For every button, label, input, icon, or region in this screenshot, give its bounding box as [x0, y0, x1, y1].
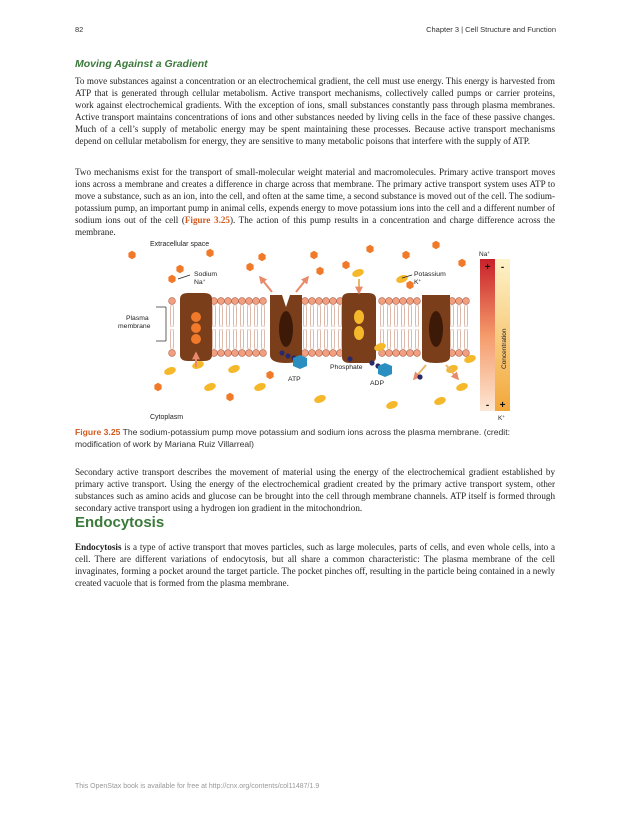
extracellular-label: Extracellular space: [150, 241, 210, 248]
figure-caption-text: The sodium-potassium pump move potassium and sodium ions across the plasma membrane. (credit: modification of work by Mariana Ruiz Villarreal): [75, 427, 510, 449]
sodium-potassium-pump-figure: [110, 237, 520, 425]
lipid-tail: [338, 305, 342, 327]
lipid-tail: [408, 329, 412, 349]
lipid-head: [407, 298, 414, 305]
lipid-tail: [303, 305, 307, 327]
pump-protein-3: [342, 293, 376, 363]
lipid-tail: [317, 329, 321, 349]
lipid-head: [400, 298, 407, 305]
endocytosis-text: is a type of active transport that moves particles, such as large molecules, parts of cells, and even whole cells, into a cell. There are different variations of endocytosis, but all share a common characteristic: The plasma membrane of the cell invaginates, forming a pocket around the target particle. The pocket pinches off, resulting in the particle being contained in a newly created vacuole that is formed from the plasma membrane.: [75, 542, 555, 589]
lipid-head: [232, 298, 239, 305]
lipid-tail: [450, 305, 454, 327]
sodium-ion: [406, 281, 413, 289]
figure-caption: [75, 427, 555, 450]
lipid-head: [463, 298, 470, 305]
sodium-ion: [458, 259, 465, 267]
negative-top-sign: -: [500, 262, 505, 273]
lipid-head: [379, 298, 386, 305]
lipid-tail: [401, 329, 405, 349]
lipid-tail: [415, 329, 419, 349]
potassium-ion: [203, 382, 217, 393]
adp-molecule: [369, 360, 422, 379]
lipid-head: [260, 298, 267, 305]
lipid-tail: [464, 329, 468, 349]
lipid-head: [456, 298, 463, 305]
lipid-head: [260, 350, 267, 357]
potassium-ion: [433, 396, 447, 407]
sodium-exit-arrow-left: [260, 277, 272, 292]
sodium-symbol: Na+: [194, 278, 206, 286]
lipid-head: [316, 350, 323, 357]
potassium-ion: [253, 382, 267, 393]
lipid-tail: [331, 329, 335, 349]
atp-label: ATP: [288, 376, 301, 383]
lipid-head: [218, 298, 225, 305]
paragraph-2-text-a: Two mechanisms exist for the transport of small-molecular weight material and macromolecules. Primary active transport moves ions across a membrane and creates a difference in charge across that membrane. The primary active transport system uses ATP to move a substance, such as an ion, into the cell, and often at the same time, a second substance is moved out of the cell. The sodium-potassium pump, an important pump in animal cells, expends energy to move potassium ions into the cell and a different number of sodium ions out of the cell (: [75, 167, 555, 226]
lipid-tail: [331, 305, 335, 327]
potassium-ion: [351, 268, 365, 279]
sodium-ion: [168, 275, 175, 283]
lipid-tail: [415, 305, 419, 327]
lipid-tail: [450, 329, 454, 349]
lipid-tail: [254, 329, 258, 349]
sodium-ion: [402, 251, 409, 259]
potassium-ion: [313, 394, 327, 405]
potassium-ion: [191, 360, 205, 371]
lipid-tail: [240, 329, 244, 349]
endocytosis-heading: Endocytosis: [75, 514, 165, 531]
page-number: 82: [75, 25, 84, 34]
pump-protein-4: [422, 295, 450, 363]
cytoplasm-label: Cytoplasm: [150, 414, 184, 421]
paragraph-1: To move substances against a concentration or an electrochemical gradient, the cell must use energy. This energy is harvested from ATP that is generated through cellular metabolism. Active transport mechanisms, collectively called pumps or carrier proteins, work against electrochemical gradients. With the exception of ions, small substances constantly pass through plasma membranes. Active transport maintains concentrations of ions and other substances needed by living cells in the face of these passive changes. Much of a cell’s supply of metabolic energy may be spent maintaining these processes. Because active transport mechanisms depend on cellular metabolism for energy, they are sensitive to many metabolic poisons that interfere with the supply of ATP.: [75, 76, 555, 147]
concentration-gradient-bar: [479, 250, 510, 422]
lipid-tail: [310, 305, 314, 327]
lipid-head: [414, 298, 421, 305]
paragraph-2: [75, 166, 555, 239]
sodium-ion: [310, 251, 317, 259]
lipid-tail: [247, 329, 251, 349]
lipid-head: [456, 350, 463, 357]
lipid-head: [246, 298, 253, 305]
endocytosis-term: Endocytosis: [75, 542, 122, 552]
concentration-label: Concentration: [501, 328, 508, 369]
lipid-head: [323, 298, 330, 305]
phosphate-group: [347, 356, 352, 361]
potassium-ion: [227, 364, 241, 375]
paragraph-4: [75, 541, 555, 589]
lipid-head: [253, 350, 260, 357]
pump-protein-2: [270, 295, 302, 363]
figure-reference-link[interactable]: Figure 3.25: [184, 215, 230, 226]
sodium-ion: [154, 383, 161, 391]
lipid-head: [393, 350, 400, 357]
lipid-tail: [380, 305, 384, 327]
lipid-tail: [226, 305, 230, 327]
plasma-label: Plasma: [126, 315, 149, 322]
potassium-bar-label: K+: [498, 414, 505, 422]
lipid-head: [225, 298, 232, 305]
lipid-tail: [233, 329, 237, 349]
lipid-tail: [247, 305, 251, 327]
lipid-tail: [387, 305, 391, 327]
membrane-label: membrane: [118, 323, 151, 330]
lipid-tail: [310, 329, 314, 349]
lipid-tail: [226, 329, 230, 349]
lipid-head: [414, 350, 421, 357]
lipid-tail: [394, 329, 398, 349]
potassium-ion: [163, 366, 177, 377]
sodium-ion: [176, 265, 183, 273]
paragraph-2-text-b: ). The action of this pump results in a concentration and charge difference across the membrane.: [75, 215, 555, 238]
lipid-head: [309, 350, 316, 357]
lipid-tail: [261, 329, 265, 349]
potassium-ion: [455, 382, 469, 393]
lipid-tail: [457, 329, 461, 349]
sodium-ion: [316, 267, 323, 275]
lipid-tail: [338, 329, 342, 349]
lipid-tail: [401, 305, 405, 327]
footer-credit: This OpenStax book is available for free at http://cnx.org/contents/col11487/1.9: [75, 783, 320, 790]
sodium-ion: [206, 249, 213, 257]
sodium-ion: [128, 251, 135, 259]
lipid-head: [323, 350, 330, 357]
lipid-tail: [317, 305, 321, 327]
lipid-tail: [254, 305, 258, 327]
sodium-bar-label: Na+: [479, 250, 490, 258]
lipid-tail: [303, 329, 307, 349]
lipid-head: [246, 350, 253, 357]
lipid-tail: [219, 329, 223, 349]
lipid-tail: [387, 329, 391, 349]
sodium-label: Sodium: [194, 271, 218, 278]
chapter-header: Chapter 3 | Cell Structure and Function: [426, 25, 556, 34]
lipid-tail: [170, 305, 174, 327]
negative-bottom-sign: -: [485, 400, 490, 411]
adp-label: ADP: [370, 380, 384, 387]
sodium-ion: [226, 393, 233, 401]
lipid-tail: [464, 305, 468, 327]
lipid-head: [232, 350, 239, 357]
sodium-ion: [246, 263, 253, 271]
lipid-tail: [408, 305, 412, 327]
paragraph-3: Secondary active transport describes the movement of material using the energy of the electrochemical gradient established by primary active transport. Using the energy of the electrochemical gradient created by the primary active transport system, other substances such as amino acids and glucose can be brought into the cell through membrane channels. ATP itself is formed through secondary active transport using a hydrogen ion gradient in the mitochondrion.: [75, 467, 555, 514]
lipid-tail: [324, 305, 328, 327]
lipid-head: [302, 298, 309, 305]
lipid-head: [330, 298, 337, 305]
lipid-tail: [233, 305, 237, 327]
potassium-symbol: K+: [414, 278, 422, 286]
lipid-tail: [261, 305, 265, 327]
lipid-head: [225, 350, 232, 357]
lipid-head: [386, 350, 393, 357]
lipid-head: [386, 298, 393, 305]
lipid-head: [239, 298, 246, 305]
lipid-tail: [394, 305, 398, 327]
potassium-ion: [385, 400, 399, 411]
lipid-tail: [212, 305, 216, 327]
section-title: Moving Against a Gradient: [75, 58, 208, 70]
lipid-head: [169, 298, 176, 305]
lipid-tail: [212, 329, 216, 349]
lipid-tail: [240, 305, 244, 327]
lipid-tail: [219, 305, 223, 327]
lipid-head: [309, 298, 316, 305]
lipid-head: [302, 350, 309, 357]
lipid-tail: [324, 329, 328, 349]
lipid-tail: [170, 329, 174, 349]
lipid-head: [169, 350, 176, 357]
potassium-label: Potassium: [414, 271, 446, 278]
lipid-head: [393, 298, 400, 305]
positive-bottom-sign: +: [499, 400, 506, 411]
lipid-head: [330, 350, 337, 357]
lipid-head: [463, 350, 470, 357]
sodium-ion: [366, 245, 373, 253]
lipid-head: [400, 350, 407, 357]
lipid-head: [239, 350, 246, 357]
sodium-ion: [342, 261, 349, 269]
sodium-ion: [258, 253, 265, 261]
lipid-head: [407, 350, 414, 357]
figure-caption-label: Figure 3.25: [75, 427, 121, 437]
lipid-head: [218, 350, 225, 357]
lipid-head: [316, 298, 323, 305]
sodium-exit-arrow-right: [296, 277, 308, 292]
pump-protein-1: [180, 293, 212, 361]
positive-top-sign: +: [484, 262, 491, 273]
sodium-ion: [266, 371, 273, 379]
lipid-tail: [457, 305, 461, 327]
phosphate-label: Phosphate: [330, 364, 363, 371]
lipid-head: [253, 298, 260, 305]
sodium-ion: [432, 241, 439, 249]
